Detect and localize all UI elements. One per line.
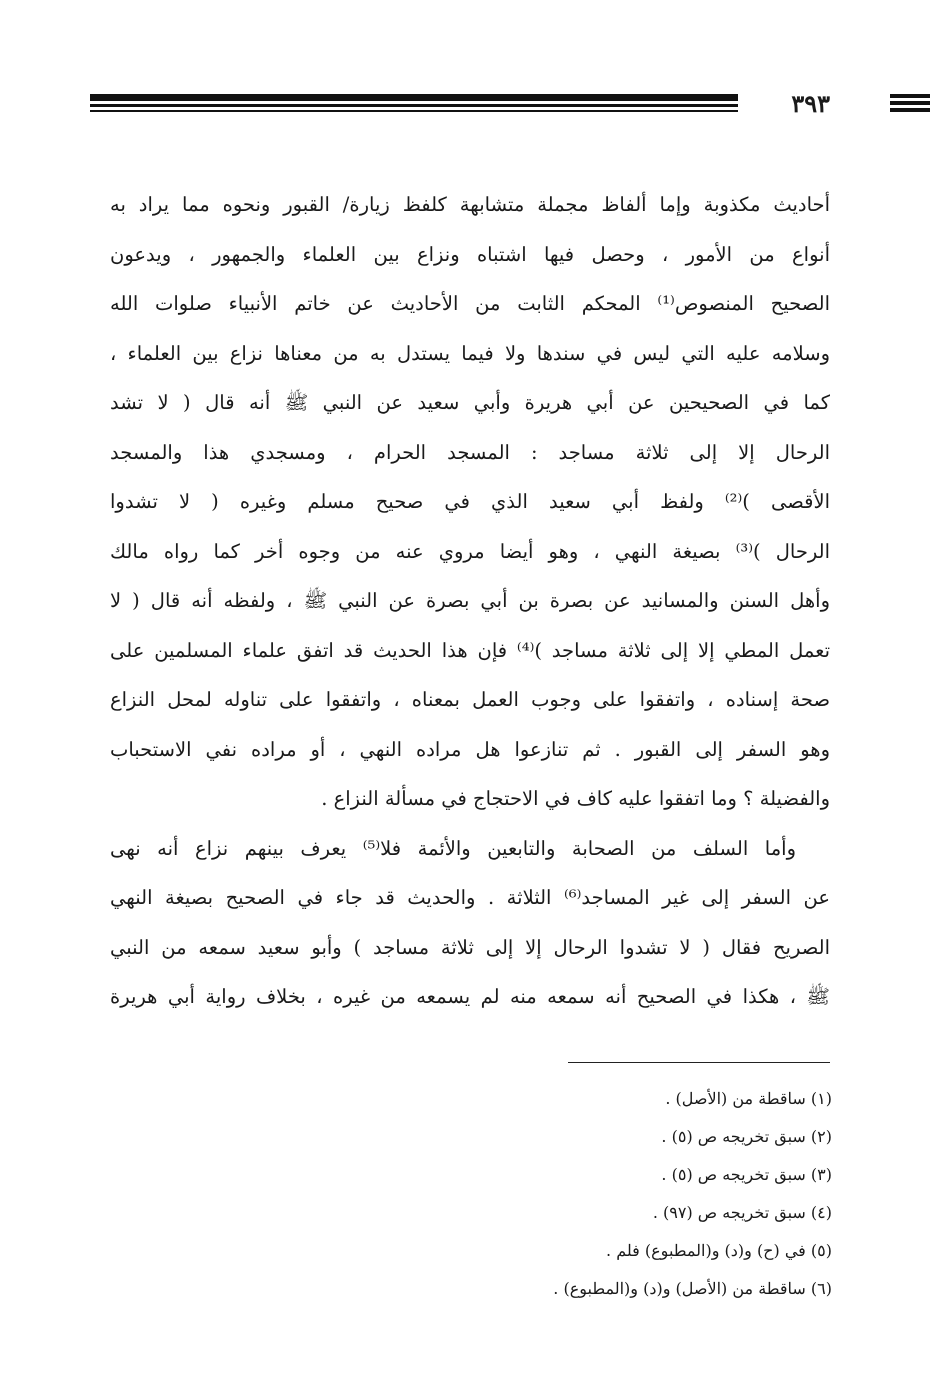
text-line: الرحال إلا إلى ثلاثة مساجد : المسجد الحرام ، ومسجدي هذا والمسجد — [110, 440, 830, 464]
text-line: الرحال )⁽³⁾ بصيغة النهي ، وهو أيضا مروي عنه من وجوه أخر كما رواه مالك — [110, 539, 830, 563]
footnote-item: (٣) سبق تخريجه ص (٥) . — [661, 1165, 832, 1184]
text-line: أنواع من الأمور ، وحصل فيها اشتباه ونزاع بين العلماء والجمهور ، ويدعون — [110, 242, 830, 266]
footnote-item: (٦) ساقطة من (الأصل) و(د) و(المطبوع) . — [553, 1279, 832, 1298]
main-text — [110, 180, 830, 1022]
text-line: عن السفر إلى غير المساجد⁽⁶⁾ الثلاثة . والحديث قد جاء في الصحيح بصيغة النهي — [110, 886, 830, 909]
text-line: أحاديث مكذوبة وإما ألفاظ مجملة متشابهة كلفظ زيارة/ القبور ونحوه مما يراد به — [110, 193, 830, 216]
text-line: وأما السلف من الصحابة والتابعين والأئمة فلا⁽⁵⁾ يعرف بينهم نزاع أنه نهى — [110, 836, 796, 860]
text-line: وأهل السنن والمسانيد عن بصرة بن أبي بصرة عن النبي ﷺ ، ولفظه أنه قال ( لا — [110, 589, 830, 612]
text-line: كما في الصحيحين عن أبي هريرة وأبي سعيد عن النبي ﷺ أنه قال ( لا تشد — [110, 391, 830, 414]
text-line: الصريح فقال ( لا تشدوا الرحال إلا إلى ثلاثة مساجد ) وأبو سعيد سمعه من النبي — [110, 935, 830, 959]
text-line: الأقصى )⁽²⁾ ولفظ أبي سعيد الذي في صحيح مسلم وغيره ( لا تشدوا — [110, 490, 830, 513]
text-line: الصحيح المنصوص⁽¹⁾ المحكم الثابت من الأحاديث عن خاتم الأنبياء صلوات الله — [110, 292, 830, 315]
text-line: ﷺ ، هكذا في الصحيح أنه سمعه منه لم يسمعه من غيره ، بخلاف رواية أبي هريرة — [110, 985, 830, 1008]
page-header — [90, 89, 830, 122]
text-line: تعمل المطي إلا إلى ثلاثة مساجد )⁽⁴⁾ فإن هذا الحديث قد اتفق علماء المسلمين على — [110, 638, 830, 662]
footnote-item: (٢) سبق تخريجه ص (٥) . — [661, 1127, 832, 1146]
text-line: صحة إسناده ، واتفقوا على وجوب العمل بمعناه ، واتفقوا على تناوله لمحل النزاع — [110, 688, 830, 711]
header-rule — [90, 92, 738, 112]
text-line: وسلامه عليه التي ليس في سندها ولا فيما يستدل به من معناها نزاع بين العلماء ، — [110, 341, 830, 365]
text-line: والفضيلة ؟ وما اتفقوا عليه كاف في الاحتجاج في مسألة النزاع . — [321, 787, 830, 810]
footnote-item: (٥) في (ح) و(د) و(المطبوع) فلم . — [606, 1241, 832, 1260]
page-number-ornament — [890, 94, 930, 115]
page-number: ٣٩٣ — [791, 89, 830, 118]
footnotes — [300, 1080, 832, 1308]
footnote-separator — [568, 1062, 830, 1063]
footnote-item: (١) ساقطة من (الأصل) . — [665, 1089, 832, 1108]
text-line: وهو السفر إلى القبور . ثم تنازعوا هل مراده النهي ، أو مراده نفي الاستحباب — [110, 737, 830, 761]
footnote-item: (٤) سبق تخريجه ص (٩٧) . — [652, 1203, 832, 1222]
